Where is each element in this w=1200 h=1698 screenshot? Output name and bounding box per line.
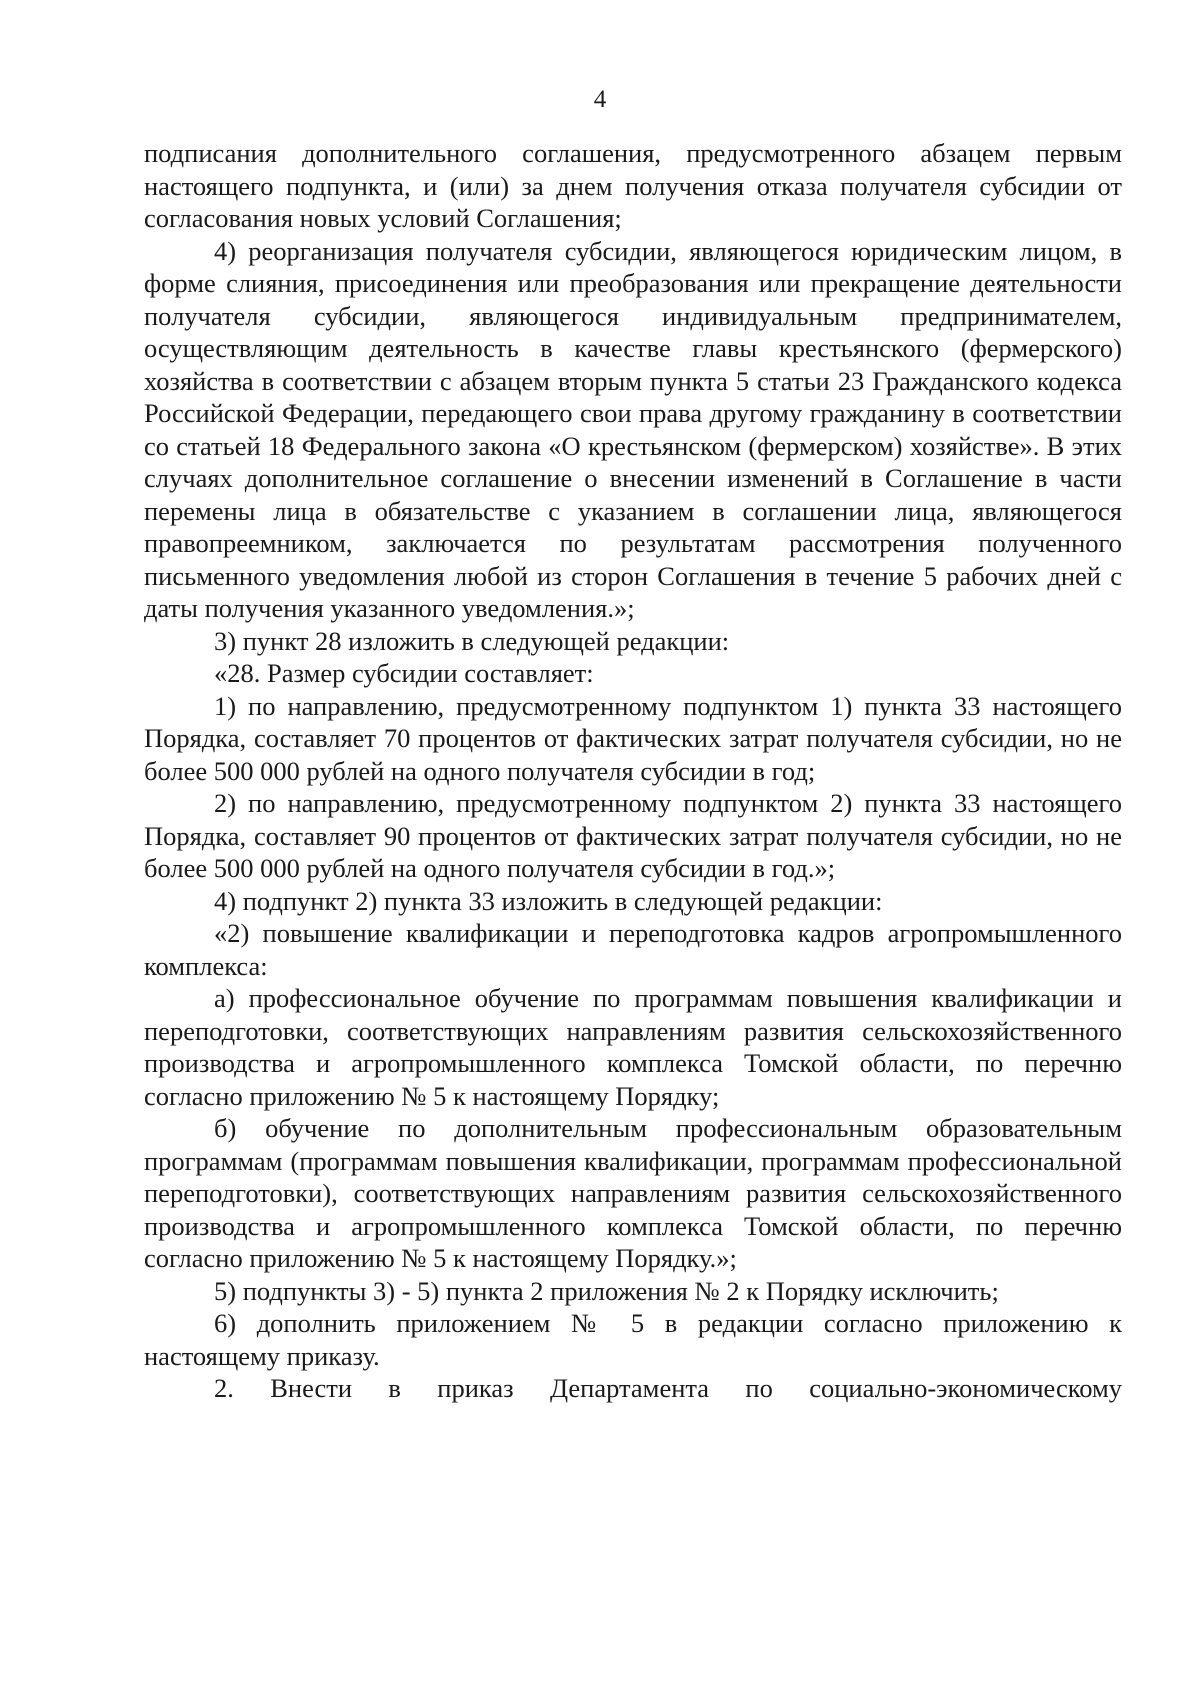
paragraph-item-6-appendix: 6) дополнить приложением № 5 в редакции согласно приложению к настоящему приказу. bbox=[144, 1308, 1122, 1371]
paragraph-section-2-start: 2. Внести в приказ Департамента по социально-экономическому bbox=[214, 1373, 1122, 1403]
paragraph-item-3-point-28: 3) пункт 28 изложить в следующей редакции: bbox=[214, 625, 730, 656]
paragraph-point-28-heading: «28. Размер субсидии составляет: bbox=[214, 658, 594, 688]
paragraph-continuation: подписания дополнительного соглашения, предусмотренного абзацем первым настоящего подпункта, и (или) за днем получения отказа получателя субсидии от согласования новых условий Соглашения; bbox=[144, 138, 1122, 233]
paragraph-qualification-heading: «2) повышение квалификации и переподготовка кадров агропромышленного комплекса: bbox=[144, 918, 1122, 981]
document-body bbox=[144, 137, 1122, 1405]
paragraph-subsidy-direction-1: 1) по направлению, предусмотренному подпунктом 1) пункта 33 настоящего Порядка, составляет 70 процентов от фактических затрат получателя субсидии, но не более 500 000 рублей на одного получателя субсидии в год; bbox=[144, 690, 1122, 786]
paragraph-item-5-exclude: 5) подпункты 3) - 5) пункта 2 приложения № 2 к Порядку исключить; bbox=[214, 1275, 999, 1306]
paragraph-subitem-a: а) профессиональное обучение по программам повышения квалификации и переподготовки, соответствующих направлениям развития сельскохозяйственного производства и агропромышленного комплекса Томской области, по перечню согласно приложению № 5 к настоящему Порядку; bbox=[144, 983, 1122, 1111]
paragraph-item-4-point-33: 4) подпункт 2) пункта 33 изложить в следующей редакции: bbox=[214, 885, 883, 916]
paragraph-subsidy-direction-2: 2) по направлению, предусмотренному подпунктом 2) пункта 33 настоящего Порядка, составляет 90 процентов от фактических затрат получателя субсидии, но не более 500 000 рублей на одного получателя субсидии в год.»; bbox=[144, 788, 1122, 883]
paragraph-subitem-b: б) обучение по дополнительным профессиональным образовательным программам (программам повышения квалификации, программам профессиональной переподготовки), соответствующих направлениям развития сельскохозяйственного производства и агропромышленного комплекса Томской области, по перечню согласно приложению № 5 к настоящему Порядку.»; bbox=[144, 1113, 1122, 1273]
page-number: 4 bbox=[593, 86, 607, 113]
paragraph-item-4-reorganization: 4) реорганизация получателя субсидии, являющегося юридическим лицом, в форме слияния, присоединения или преобразования или прекращение деятельности получателя субсидии, являющегося индивидуальным предпринимателем, осуществляющим деятельность в качестве главы крестьянского (фермерского) хозяйства в соответствии с абзацем вторым пункта 5 статьи 23 Гражданского кодекса Российской Федерации, передающего свои права другому гражданину в соответствии со статьей 18 Федерального закона «О крестьянском (фермерском) хозяйстве». В этих случаях дополнительное соглашение о внесении изменений в Соглашение в части перемены лица в обязательстве с указанием в соглашении лица, являющегося правопреемником, заключается по результатам рассмотрения полученного письменного уведомления любой из сторон Соглашения в течение 5 рабочих дней с даты получения указанного уведомления.»; bbox=[144, 235, 1122, 623]
